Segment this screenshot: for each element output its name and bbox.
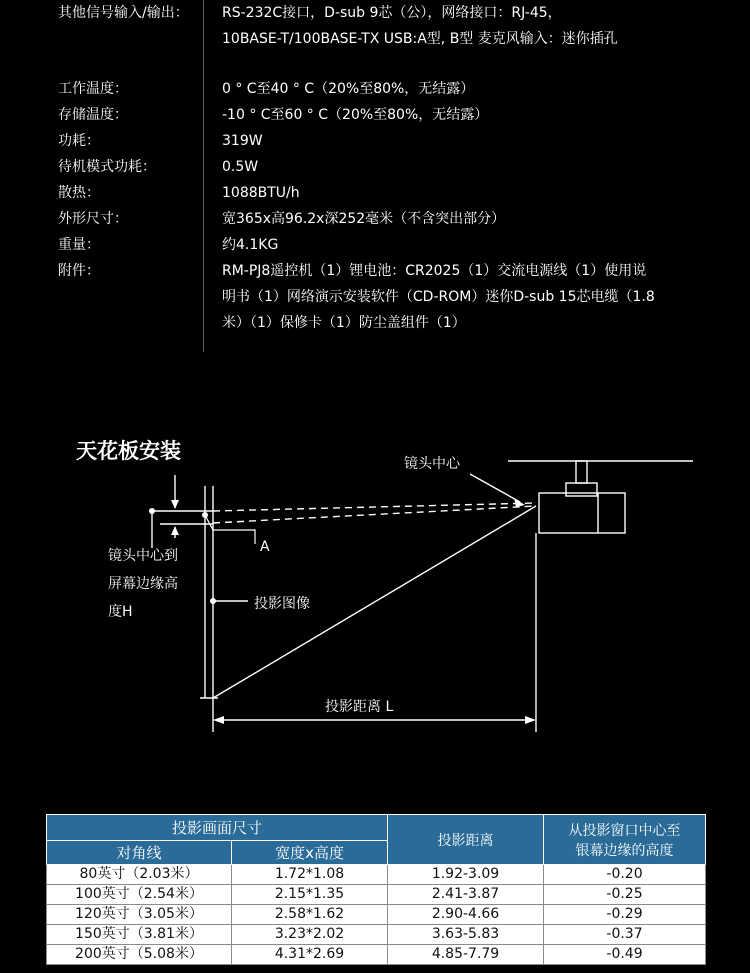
projected-image-label: 投影图像 (254, 596, 310, 612)
header-height-line2: 银幕边缘的高度 (575, 842, 674, 859)
spec-label-weight: 重量： (58, 237, 100, 253)
header-height-line1: 从投影窗口中心至 (568, 822, 681, 839)
spec-list (0, 0, 750, 355)
ceiling-mount-diagram (0, 420, 750, 800)
h-label-leader (152, 511, 160, 548)
cell-diagonal: 150英寸（3.81米） (47, 925, 232, 945)
mount-pole (576, 461, 587, 483)
projection-table (46, 814, 706, 965)
cell-distance: 2.90-4.66 (388, 905, 544, 925)
projector-body (539, 493, 625, 533)
diagram-title: 天花板安装 (76, 439, 181, 463)
lens-center-label: 镜头中心 (404, 456, 460, 472)
spec-label-storage-temp: 存储温度： (58, 107, 128, 123)
spec-label-heat: 散热： (58, 185, 100, 201)
table-row (47, 865, 706, 885)
spec-label-standby-power: 待机模式功耗： (58, 159, 156, 175)
image-dot (210, 598, 216, 604)
header-diagonal: 对角线 (47, 841, 232, 865)
h-arrow-up (171, 526, 179, 535)
spec-value-heat: 1088BTU/h (222, 185, 300, 201)
spec-value-accessories-line3: 米）（1）保修卡（1）防尘盖组件（1） (222, 315, 466, 331)
spec-label-dimensions: 外形尺寸： (58, 211, 128, 227)
spec-value-accessories-line1: RM-PJ8遥控机（1）锂电池：CR2025（1）交流电源线（1）使用说 (222, 263, 647, 279)
spec-value-io-line1: RS-232C接口，D-sub 9芯（公），网络接口：RJ-45， (222, 5, 562, 21)
table-row (47, 945, 706, 965)
height-label-line2: 屏幕边缘高 (108, 576, 178, 592)
spec-value-dimensions: 宽365x高96.2x深252毫米（不含突出部分） (222, 211, 506, 227)
spec-value-power: 319W (222, 133, 263, 149)
header-screen-size: 投影画面尺寸 (47, 815, 388, 841)
cell-size: 1.72*1.08 (232, 865, 388, 885)
cell-diagonal: 200英寸（5.08米） (47, 945, 232, 965)
spec-value-accessories-line2: 明书（1）网络演示安装软件（CD-ROM）迷你D-sub 15芯电缆（1.8 (222, 289, 655, 305)
cell-size: 2.58*1.62 (232, 905, 388, 925)
cell-distance: 1.92-3.09 (388, 865, 544, 885)
spec-value-storage-temp: -10 ° C至60 ° C（20%至80%，无结露） (222, 107, 489, 123)
table-row (47, 885, 706, 905)
cell-distance: 4.85-7.79 (388, 945, 544, 965)
cell-height: -0.25 (544, 885, 706, 905)
cell-size: 3.23*2.02 (232, 925, 388, 945)
spec-value-operating-temp: 0 ° C至40 ° C（20%至80%，无结露） (222, 81, 475, 97)
projection-table-wrap (46, 814, 705, 965)
cell-size: 4.31*2.69 (232, 945, 388, 965)
cell-distance: 2.41-3.87 (388, 885, 544, 905)
cell-height: -0.37 (544, 925, 706, 945)
header-throw-distance: 投影距离 (388, 815, 544, 865)
height-label-line3: 度H (108, 604, 133, 620)
label-a: A (260, 539, 270, 555)
height-label-line1: 镜头中心到 (108, 548, 178, 564)
spec-label-io: 其他信号输入/输出： (58, 5, 189, 21)
cell-height: -0.20 (544, 865, 706, 885)
throw-arrow-left (213, 716, 224, 724)
throw-arrow-right (525, 716, 536, 724)
spec-label-operating-temp: 工作温度： (58, 81, 128, 97)
h-dot (149, 508, 155, 514)
header-width-height: 宽度x高度 (232, 841, 388, 865)
projection-beam-centerline (213, 506, 536, 523)
cell-height: -0.29 (544, 905, 706, 925)
cell-height: -0.49 (544, 945, 706, 965)
cell-diagonal: 120英寸（3.05米） (47, 905, 232, 925)
table-row (47, 905, 706, 925)
cell-distance: 3.63-5.83 (388, 925, 544, 945)
spec-value-weight: 约4.1KG (222, 237, 279, 253)
spec-divider (203, 0, 204, 352)
h-arrow-down (171, 500, 179, 509)
lens-center-leader (470, 474, 520, 502)
spec-value-io-line2: 10BASE-T/100BASE-TX USB:A型, B型 麦克风输入：迷你插孔 (222, 31, 618, 47)
cell-diagonal: 100英寸（2.54米） (47, 885, 232, 905)
cell-diagonal: 80英寸（2.03米） (47, 865, 232, 885)
table-row (47, 925, 706, 945)
cell-size: 2.15*1.35 (232, 885, 388, 905)
spec-label-accessories: 附件： (58, 263, 100, 279)
header-height (544, 815, 706, 865)
spec-label-power: 功耗： (58, 133, 100, 149)
spec-value-standby-power: 0.5W (222, 159, 259, 175)
mount-bracket (566, 483, 597, 496)
a-dot (202, 512, 208, 518)
lens-arrow (514, 498, 525, 507)
throw-distance-label: 投影距离 L (325, 699, 394, 715)
projection-beam-upper (213, 503, 536, 511)
